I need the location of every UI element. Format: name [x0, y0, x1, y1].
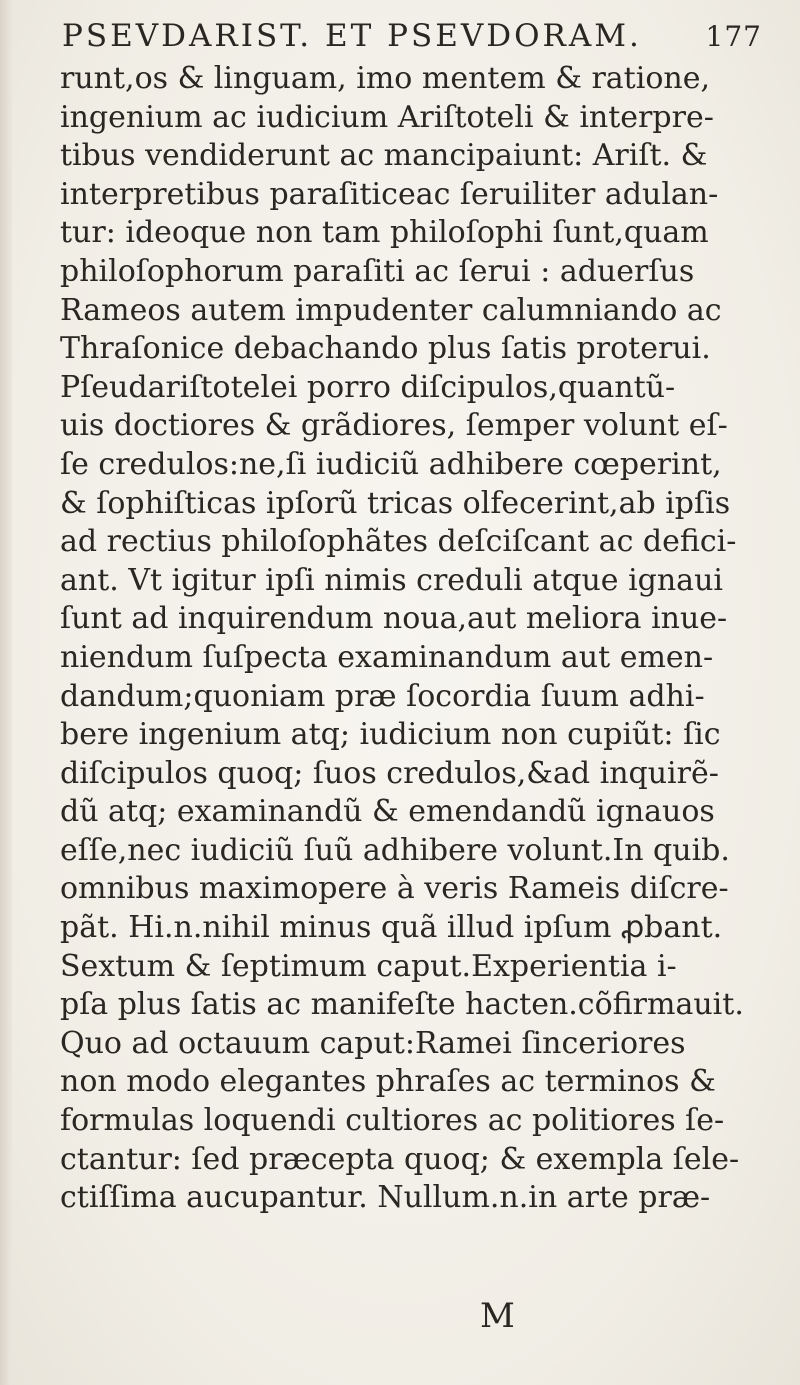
- text-line: eſſe,nec iudiciũ ſuũ adhibere volunt.In quib.: [60, 832, 730, 868]
- text-line: bere ingenium atq; iudicium non cupiũt: ſic: [60, 717, 721, 753]
- running-head-title: PSEVDARIST. ET PSEVDORAM.: [62, 18, 642, 54]
- text-line: runt,os & linguam, imo mentem & ratione,: [60, 61, 710, 96]
- running-head: [62, 14, 762, 62]
- text-line: Rameos autem impudenter calumniando ac: [60, 292, 722, 328]
- text-line: omnibus maximopere à veris Rameis diſcre-: [60, 871, 729, 907]
- text-line: tur: ideoque non tam philoſophi ſunt,quam: [60, 215, 709, 251]
- signature-mark: M: [480, 1296, 515, 1336]
- text-line: diſcipulos quoq; ſuos credulos,&ad inquirẽ-: [60, 755, 719, 791]
- text-line: ctiſſima aucupantur. Nullum.n.in arte præ-: [60, 1180, 711, 1216]
- text-line: Sextum & ſeptimum caput.Experientia i-: [60, 948, 677, 984]
- text-line: Pſeudariſtotelei porro diſcipulos,quantũ-: [60, 369, 676, 405]
- text-line: dandum;quoniam præ ſocordia ſuum adhi-: [60, 678, 705, 714]
- text-line: & ſophiſticas ipſorũ tricas olfecerint,ab ipſis: [60, 485, 731, 521]
- text-line: Thraſonice debachando plus ſatis proterui.: [60, 331, 711, 367]
- text-line: ant. Vt igitur ipſi nimis creduli atque ignaui: [60, 562, 723, 598]
- text-line: ſe credulos:ne,ſi iudiciũ adhibere cœperint,: [60, 446, 722, 482]
- text-line: ad rectius philoſophãtes deſciſcant ac defici-: [60, 524, 737, 560]
- text-line: interpretibus paraſiticeac ſeruiliter adulan-: [60, 176, 719, 212]
- text-line: dũ atq; examinandũ & emendandũ ignauos: [60, 794, 715, 830]
- text-line: ſunt ad inquirendum noua,aut meliora inue-: [60, 601, 728, 637]
- text-line: Quo ad octauum caput:Ramei ſinceriores: [60, 1025, 686, 1061]
- text-line: uis doctiores & grãdiores, ſemper volunt eſ-: [60, 408, 728, 444]
- text-line: philoſophorum paraſiti ac ſerui : aduerſus: [60, 253, 695, 289]
- text-line: niendum ſuſpecta examinandum aut emen-: [60, 639, 714, 675]
- text-line: pſa plus ſatis ac manifeſte hacten.cõfirmauit.: [60, 987, 744, 1023]
- text-line: formulas loquendi cultiores ac politiores ſe-: [60, 1103, 725, 1139]
- text-line: tibus vendiderunt ac mancipaiunt: Ariſt. &: [60, 138, 708, 174]
- page-gutter: [0, 0, 12, 1385]
- text-line: ctantur: ſed præcepta quoq; & exempla ſele-: [60, 1141, 740, 1177]
- body-text: [60, 60, 780, 1218]
- text-line: non modo elegantes phraſes ac terminos &: [60, 1064, 716, 1100]
- text-line: pãt. Hi.n.nihil minus quã illud ipſum ꝓbant.: [60, 910, 723, 946]
- page-number: 177: [705, 20, 762, 53]
- text-line: ingenium ac iudicium Ariſtoteli & interpre-: [60, 99, 714, 135]
